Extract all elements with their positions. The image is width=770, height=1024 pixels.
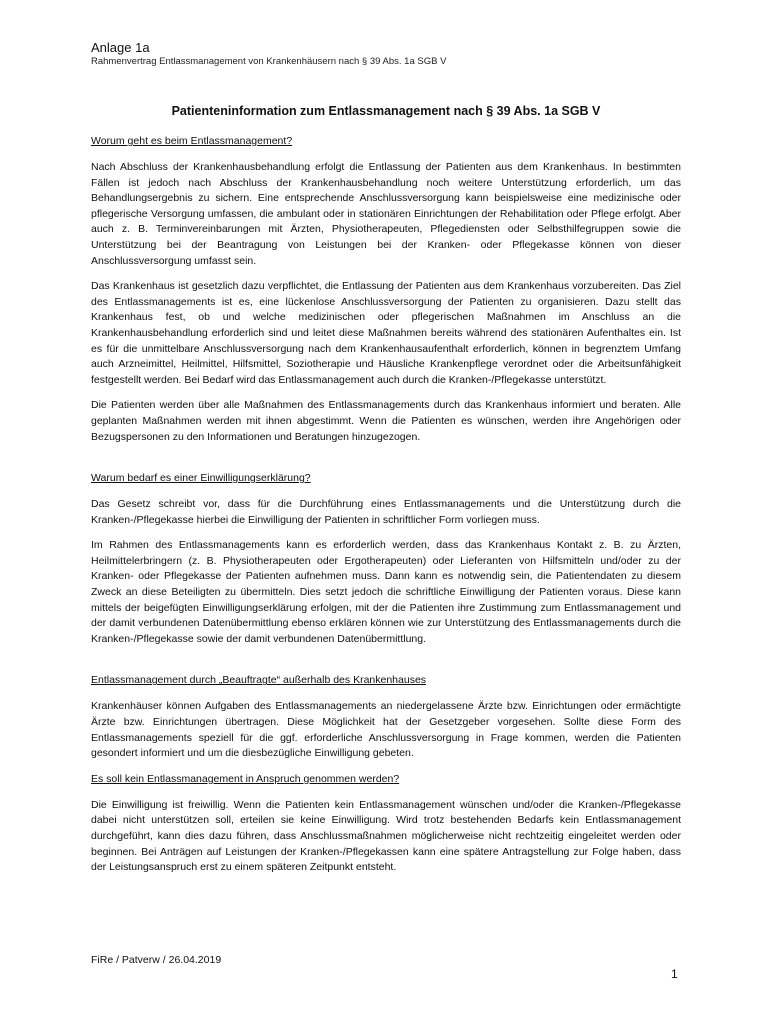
- footer-reference: FiRe / Patverw / 26.04.2019: [91, 954, 222, 966]
- page-number: 1: [671, 967, 678, 981]
- section-heading-beauftragte: Entlassmanagement durch „Beauftragte“ außerhalb des Krankenhauses: [91, 674, 427, 687]
- paragraph: Die Patienten werden über alle Maßnahmen des Entlassmanagements durch das Krankenhaus informiert und beraten. Alle geplanten Maßnahmen werden mit ihnen abgestimmt. Wenn die Patienten es wünschen, werden ihre Angehörigen oder Bezugspersonen zu den Informationen und Beratungen hinzugezogen.: [91, 399, 681, 443]
- section-heading-einwilligung: Warum bedarf es einer Einwilligungserklärung?: [91, 472, 311, 485]
- paragraph: Das Gesetz schreibt vor, dass für die Durchführung eines Entlassmanagements und die Unterstützung durch die Kranken-/Pflegekasse hierbei die Einwilligung der Patienten in schriftlicher Form vorliegen muss.: [91, 498, 681, 526]
- attachment-label: Anlage 1a: [91, 40, 150, 55]
- paragraph: Das Krankenhaus ist gesetzlich dazu verpflichtet, die Entlassung der Patienten aus dem Krankenhaus vorzubereiten. Das Ziel des Entlassmanagements ist es, eine lückenlose Anschlussversorgung der Patienten zu organisieren. Dazu stellt das Krankenhaus fest, ob und welche medizinischen oder pflegerischen Maßnahmen im Anschluss an die Krankenhausbehandlung erforderlich sind und leitet diese Maßnahmen bereits während des stationären Aufenthaltes ein. Ist es für die unmittelbare Anschlussversorgung nach dem Krankenhausaufenthalt erforderlich, können in begrenztem Umfang auch Arzneimittel, Heilmittel, Hilfsmittel, Soziotherapie und Häusliche Krankenpflege verordnet oder die Arbeitsunfähigkeit festgestellt werden. Bei Bedarf wird das Entlassmanagement auch durch die Kranken-/Pflegekasse unterstützt.: [91, 280, 681, 386]
- document-header: [91, 40, 446, 68]
- paragraph: Krankenhäuser können Aufgaben des Entlassmanagements an niedergelassene Ärzte bzw. Einrichtungen oder ermächtigte Ärzte bzw. Einrichtungen übertragen. Diese Möglichkeit hat der Gesetzgeber vorgesehen. Sollte diese Form des Entlassmanagements speziell für die ggf. erforderliche Anschlussversorgung in Frage kommen, werden die Patienten gesondert informiert und um die diesbezügliche Einwilligung gebeten.: [91, 700, 681, 760]
- section-heading-kein-entlassmanagement: Es soll kein Entlassmanagement in Anspruch genommen werden?: [91, 772, 400, 785]
- page-title: Patienteninformation zum Entlassmanagement nach § 39 Abs. 1a SGB V: [171, 104, 601, 118]
- paragraph: Nach Abschluss der Krankenhausbehandlung erfolgt die Entlassung der Patienten aus dem Krankenhaus. In bestimmten Fällen ist jedoch nach Abschluss der Krankenhausbehandlung noch weitere Unterstützung erforderlich, um das Behandlungsergebnis zu sichern. Eine entsprechende Anschlussversorgung kann beispielsweise eine medizinische oder pflegerische Versorgung umfassen, die ambulant oder in stationären Einrichtungen der Rehabilitation oder Pflege erfolgt. Aber auch z. B. Terminvereinbarungen mit Ärzten, Physiotherapeuten, Pflegediensten oder Selbsthilfegruppen sowie die Unterstützung bei der Beantragung von Leistungen bei der Kranken- oder Pflegekasse können von dieser Anschlussversorgung umfasst sein.: [91, 161, 681, 267]
- paragraph: Im Rahmen des Entlassmanagements kann es erforderlich werden, dass das Krankenhaus Kontakt z. B. zu Ärzten, Heilmittelerbringern (z. B. Physiotherapeuten oder Ergotherapeuten) oder Lieferanten von Hilfsmitteln und/oder zu der Kranken- oder Pflegekasse der Patienten aufnehmen muss. Dann kann es notwendig sein, die Patientendaten zu diesem Zweck an diese Beteiligten zu übermitteln. Dies setzt jedoch die schriftliche Einwilligung der Patienten voraus. Diese kann mittels der beigefügten Einwilligungserklärung erfolgen, mit der die Patienten ihre Zustimmung zum Entlassmanagement und der damit verbundenen Datenübermittlung ebenso erklären können wie zur Unterstützung des Entlassmanagements durch die Kranken-/Pflegekasse sowie der damit verbundenen Datenübermittlung.: [91, 539, 681, 645]
- paragraph: Die Einwilligung ist freiwillig. Wenn die Patienten kein Entlassmanagement wünschen und/oder die Kranken-/Pflegekasse dabei nicht unterstützen soll, erteilen sie keine Einwilligung. Wird trotz bestehenden Bedarfs kein Entlassmanagement durchgeführt, kann dies dazu führen, dass Anschlussmaßnahmen möglicherweise nicht rechtzeitig eingeleitet werden oder beginnen. Bei Anträgen auf Leistungen der Kranken-/Pflegekassen kann eine spätere Antragstellung zur Folge haben, dass der Leistungsanspruch erst zu einem späteren Zeitpunkt entsteht.: [91, 798, 681, 874]
- section-heading-worum: Worum geht es beim Entlassmanagement?: [91, 135, 293, 147]
- document-body: [91, 134, 681, 876]
- contract-subtitle: Rahmenvertrag Entlassmanagement von Krankenhäusern nach § 39 Abs. 1a SGB V: [91, 56, 447, 67]
